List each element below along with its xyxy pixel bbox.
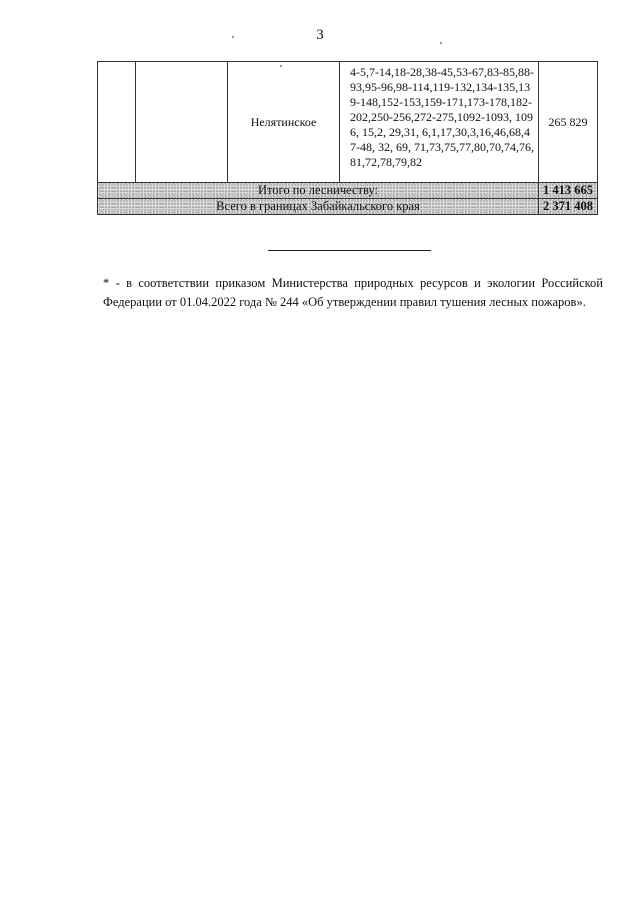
quarter-numbers-cell: 4-5,7-14,18-28,38-45,53-67,83-85,88-93,95-96,98-114,119-132,134-135,139-148,152-153,159-171,173-178,182-202,250-256,272-275,1092-1093, 1096, 15,2, 29,31, 6,1,17,30,3,16,46,68,47-48, 32, 69, 71,73,75,77,80,70,74,76,81,72,78,79,82 <box>340 62 539 183</box>
scan-speck <box>440 42 442 44</box>
scan-speck <box>232 36 234 38</box>
scan-speck <box>280 65 282 67</box>
footnote-separator <box>268 250 431 251</box>
page-number: 3 <box>316 27 324 43</box>
region-total-row <box>98 199 598 215</box>
forestry-total-row <box>98 183 598 199</box>
region-total-value: 2 371 408 <box>539 199 598 215</box>
footnote-text: * - в соответствии приказом Министерства природных ресурсов и экологии Российской Федерации от 01.04.2022 года № 244 «Об утверждении правил тушения лесных пожаров». <box>103 276 603 309</box>
forest-area-table <box>97 61 598 215</box>
region-total-label: Всего в границах Забайкальского края <box>98 199 539 215</box>
table-cell-blank <box>98 62 136 183</box>
forestry-total-label: Итого по лесничеству: <box>98 183 539 199</box>
area-cell: 265 829 <box>539 62 598 183</box>
table-row <box>98 62 598 183</box>
table-cell-blank <box>136 62 228 183</box>
district-name-cell: Нелятинское <box>228 62 340 183</box>
forestry-total-value: 1 413 665 <box>539 183 598 199</box>
